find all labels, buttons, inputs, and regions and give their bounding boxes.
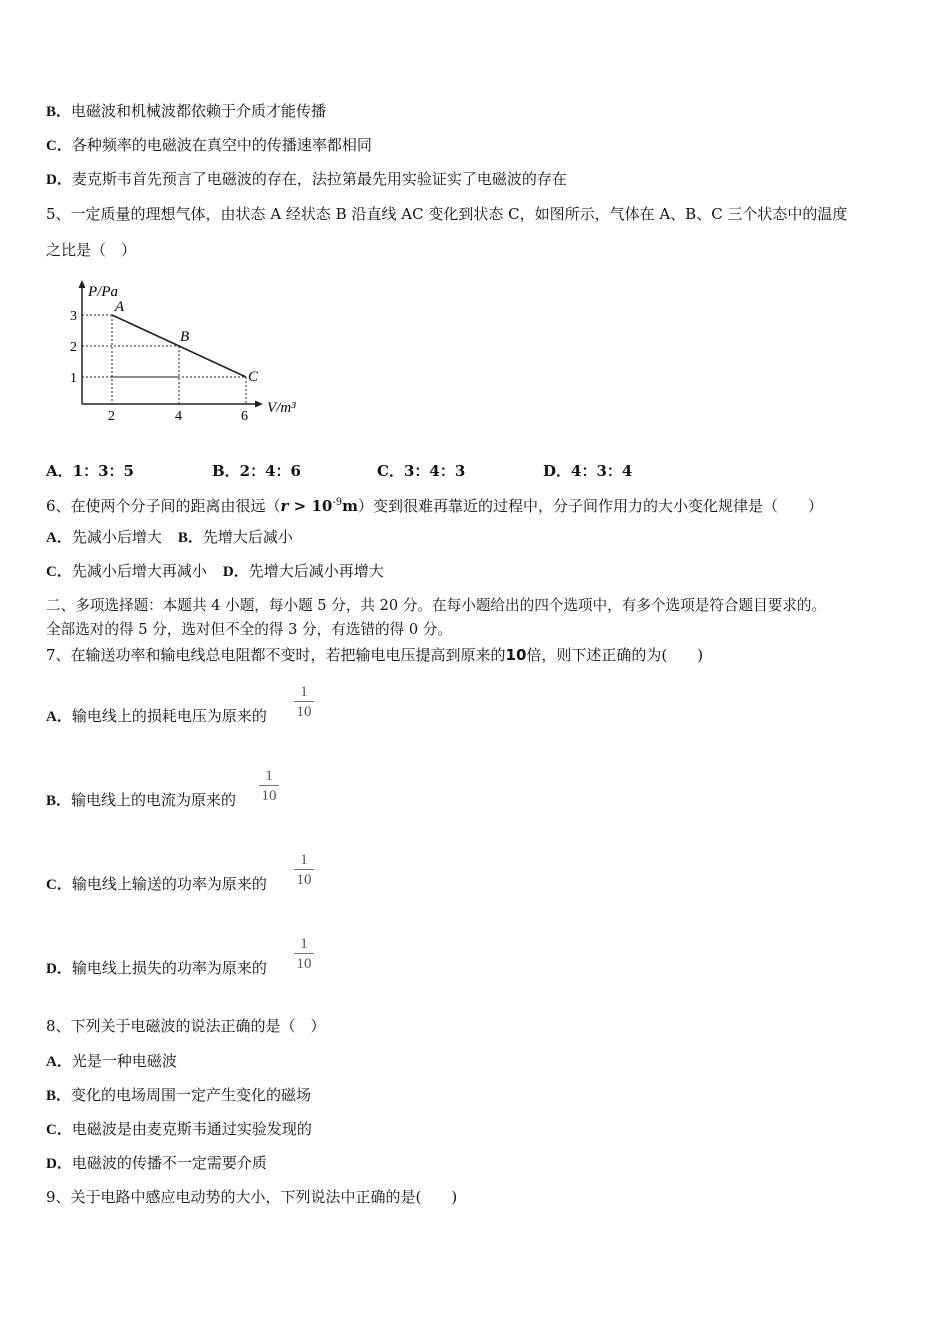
x-tick-4: 4 xyxy=(175,409,182,424)
q8-option-d: D．电磁波的传播不一定需要介质 xyxy=(46,1154,267,1172)
y-axis-arrow xyxy=(79,280,86,288)
q6-options-cd: C．先减小后增大再减小 D．先增大后减小再增大 xyxy=(46,562,384,580)
x-axis-arrow xyxy=(255,401,263,408)
q4-option-c: C．各种频率的电磁波在真空中的传播速率都相同 xyxy=(46,136,372,154)
q4-option-d: D．麦克斯韦首先预言了电磁波的存在，法拉第最先用实验证实了电磁波的存在 xyxy=(46,170,567,188)
q7-option-d-fraction: 1 10 xyxy=(294,935,314,974)
q5-pv-graph xyxy=(60,278,320,428)
q6-options-ab: A．先减小后增大 B．先增大后减小 xyxy=(46,528,293,546)
q7-option-d: D．输电线上损失的功率为原来的 xyxy=(46,959,267,977)
q7-option-a-fraction: 1 10 xyxy=(294,683,314,722)
q8-option-b: B．变化的电场周围一定产生变化的磁场 xyxy=(46,1086,312,1104)
point-c-label: C xyxy=(248,369,259,385)
q8-option-a: A．光是一种电磁波 xyxy=(46,1052,177,1070)
q8-option-c: C．电磁波是由麦克斯韦通过实验发现的 xyxy=(46,1120,312,1138)
x-tick-2: 2 xyxy=(108,409,115,424)
q9-stem: 9、关于电路中感应电动势的大小，下列说法中正确的是( ) xyxy=(46,1188,458,1206)
q7-option-c-fraction: 1 10 xyxy=(294,851,314,890)
point-b-label: B xyxy=(180,329,190,345)
q5-option-a: A．1：3：5 xyxy=(46,462,134,480)
point-a-label: A xyxy=(115,299,125,315)
q4-option-b: B．电磁波和机械波都依赖于介质才能传播 xyxy=(46,102,327,120)
q6-stem: 6、在使两个分子间的距离由很远$(r > 10^{-9}m)$变到很难再靠近的过程中，分子间作用力的大小变化规律是（ ） xyxy=(46,497,823,515)
q7-option-b-fraction: 1 10 xyxy=(259,767,279,806)
section2-heading-line2: 全部选对的得 5 分，选对但不全的得 3 分，有选错的得 0 分。 xyxy=(46,621,452,638)
y-tick-2: 2 xyxy=(70,340,77,355)
y-tick-3: 3 xyxy=(70,309,77,324)
q7-option-c: C．输电线上输送的功率为原来的 xyxy=(46,875,267,893)
y-tick-1: 1 xyxy=(70,371,77,386)
y-axis-label: P/Pa xyxy=(88,284,118,300)
section2-heading-line1: 二、多项选择题：本题共 4 小题，每小题 5 分，共 20 分。在每小题给出的四个选项中，有多个选项是符合题目要求的。 xyxy=(46,597,827,614)
x-tick-6: 6 xyxy=(241,409,248,424)
q5-option-d: D．4：3：4 xyxy=(543,462,633,480)
q8-stem: 8、下列关于电磁波的说法正确的是（ ） xyxy=(46,1017,326,1035)
q7-option-a: A．输电线上的损耗电压为原来的 xyxy=(46,707,267,725)
q5-option-b: B．2：4：6 xyxy=(212,462,301,480)
q7-stem: 7、在输送功率和输电线总电阻都不变时，若把输电电压提高到原来的10倍，则下述正确的为( ) xyxy=(46,646,704,664)
x-axis-label: V/m³ xyxy=(267,400,296,416)
q5-stem-line2: 之比是（ ） xyxy=(46,241,137,259)
q5-stem-line1: 5、一定质量的理想气体，由状态 A 经状态 B 沿直线 AC 变化到状态 C，如图所示，气体在 A、B、C 三个状态中的温度 xyxy=(46,205,848,223)
q5-option-c: C．3：4：3 xyxy=(377,462,466,480)
q7-option-b: B．输电线上的电流为原来的 xyxy=(46,791,237,809)
